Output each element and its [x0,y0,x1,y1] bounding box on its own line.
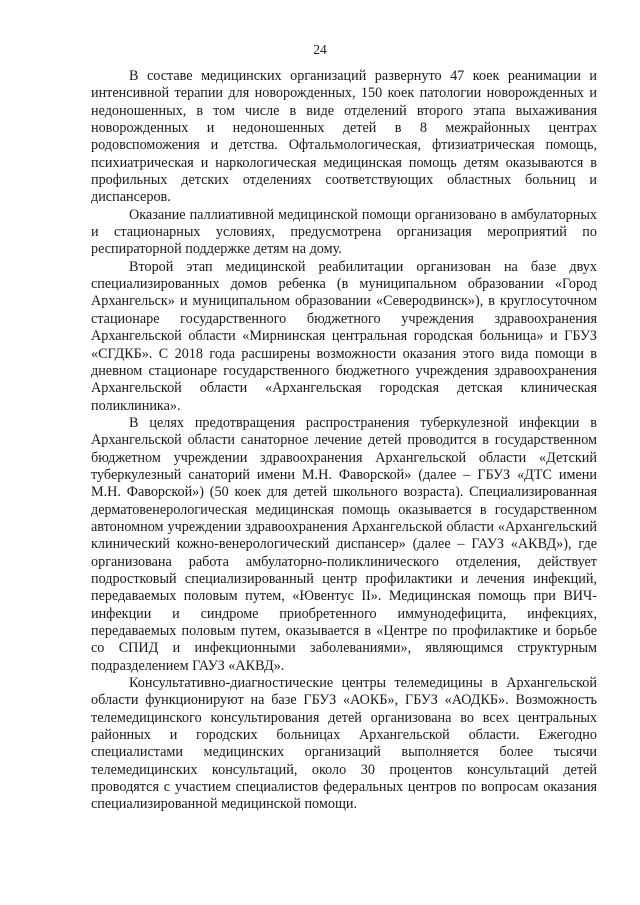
paragraph-telemedicine: Консультативно-диагностические центры телемедицины в Архангельской области функционируют на базе ГБУЗ «АОКБ», ГБУЗ «АОДКБ». Возможность телемедицинского консультирования детей организована во всех центральных районных и городских больницах Архангельской области. Ежегодно специалистами медицинских организаций выполняется более тысячи телемедицинских консультаций, около 30 процентов консультаций детей проводятся с участием специалистов федеральных центров по вопросам оказания специализированной медицинской помощи. [91,675,597,813]
paragraph-tuberculosis-dermatology: В целях предотвращения распространения туберкулезной инфекции в Архангельской области санаторное лечение детей проводится в государственном бюджетном учреждении здравоохранения Архангельской области «Детский туберкулезный санаторий имени М.Н. Фаворской» (далее – ГБУЗ «ДТС имени М.Н. Фаворской») (50 коек для детей школьного возраста). Специализированная дерматовенерологическая медицинская помощь оказывается в государственном автономном учреждении здравоохранения Архангельской области «Архангельский клинический кожно-венерологический диспансер» (далее – ГАУЗ «АКВД»), где организована работа амбулаторно-поликлинического отделения, действует подростковый специализированный центр профилактики и лечения инфекций, передаваемых половым путем, «Ювентус II». Медицинская помощь при ВИЧ-инфекции и синдроме приобретенного иммунодефицита, инфекциях, передаваемых половым путем, оказывается в «Центре по профилактике и борьбе со СПИД и инфекционными заболеваниями», являющимся структурным подразделением ГАУЗ «АКВД». [91,414,597,674]
document-body [91,68,597,814]
paragraph-palliative-care: Оказание паллиативной медицинской помощи организовано в амбулаторных и стационарных условиях, предусмотрена организация мероприятий по респираторной поддержке детям на дому. [91,206,597,258]
page-number: 24 [313,42,327,57]
paragraph-neonatal-beds: В составе медицинских организаций развернуто 47 коек реанимации и интенсивной терапии для новорожденных, 150 коек патологии новорожденных и недоношенных, в том числе в виде отделений второго этапа выхаживания новорожденных и недоношенных детей в 8 межрайонных центрах родовспоможения и детства. Офтальмологическая, фтизиатрическая помощь, психиатрическая и наркологическая медицинская помощь детям оказываются в профильных детских отделениях соответствующих областных больниц и диспансеров. [91,68,597,206]
paragraph-rehabilitation: Второй этап медицинской реабилитации организован на базе двух специализированных домов ребенка (в муниципальном образовании «Город Архангельск» и муниципальном образовании «Северодвинск»), в круглосуточном стационаре государственного бюджетного учреждения здравоохранения Архангельской области «Мирнинская центральная городская больница» и ГБУЗ «СГДКБ». С 2018 года расширены возможности оказания этого вида помощи в дневном стационаре государственного бюджетного учреждения здравоохранения Архангельской области «Архангельская городская детская клиническая поликлиника». [91,258,597,414]
